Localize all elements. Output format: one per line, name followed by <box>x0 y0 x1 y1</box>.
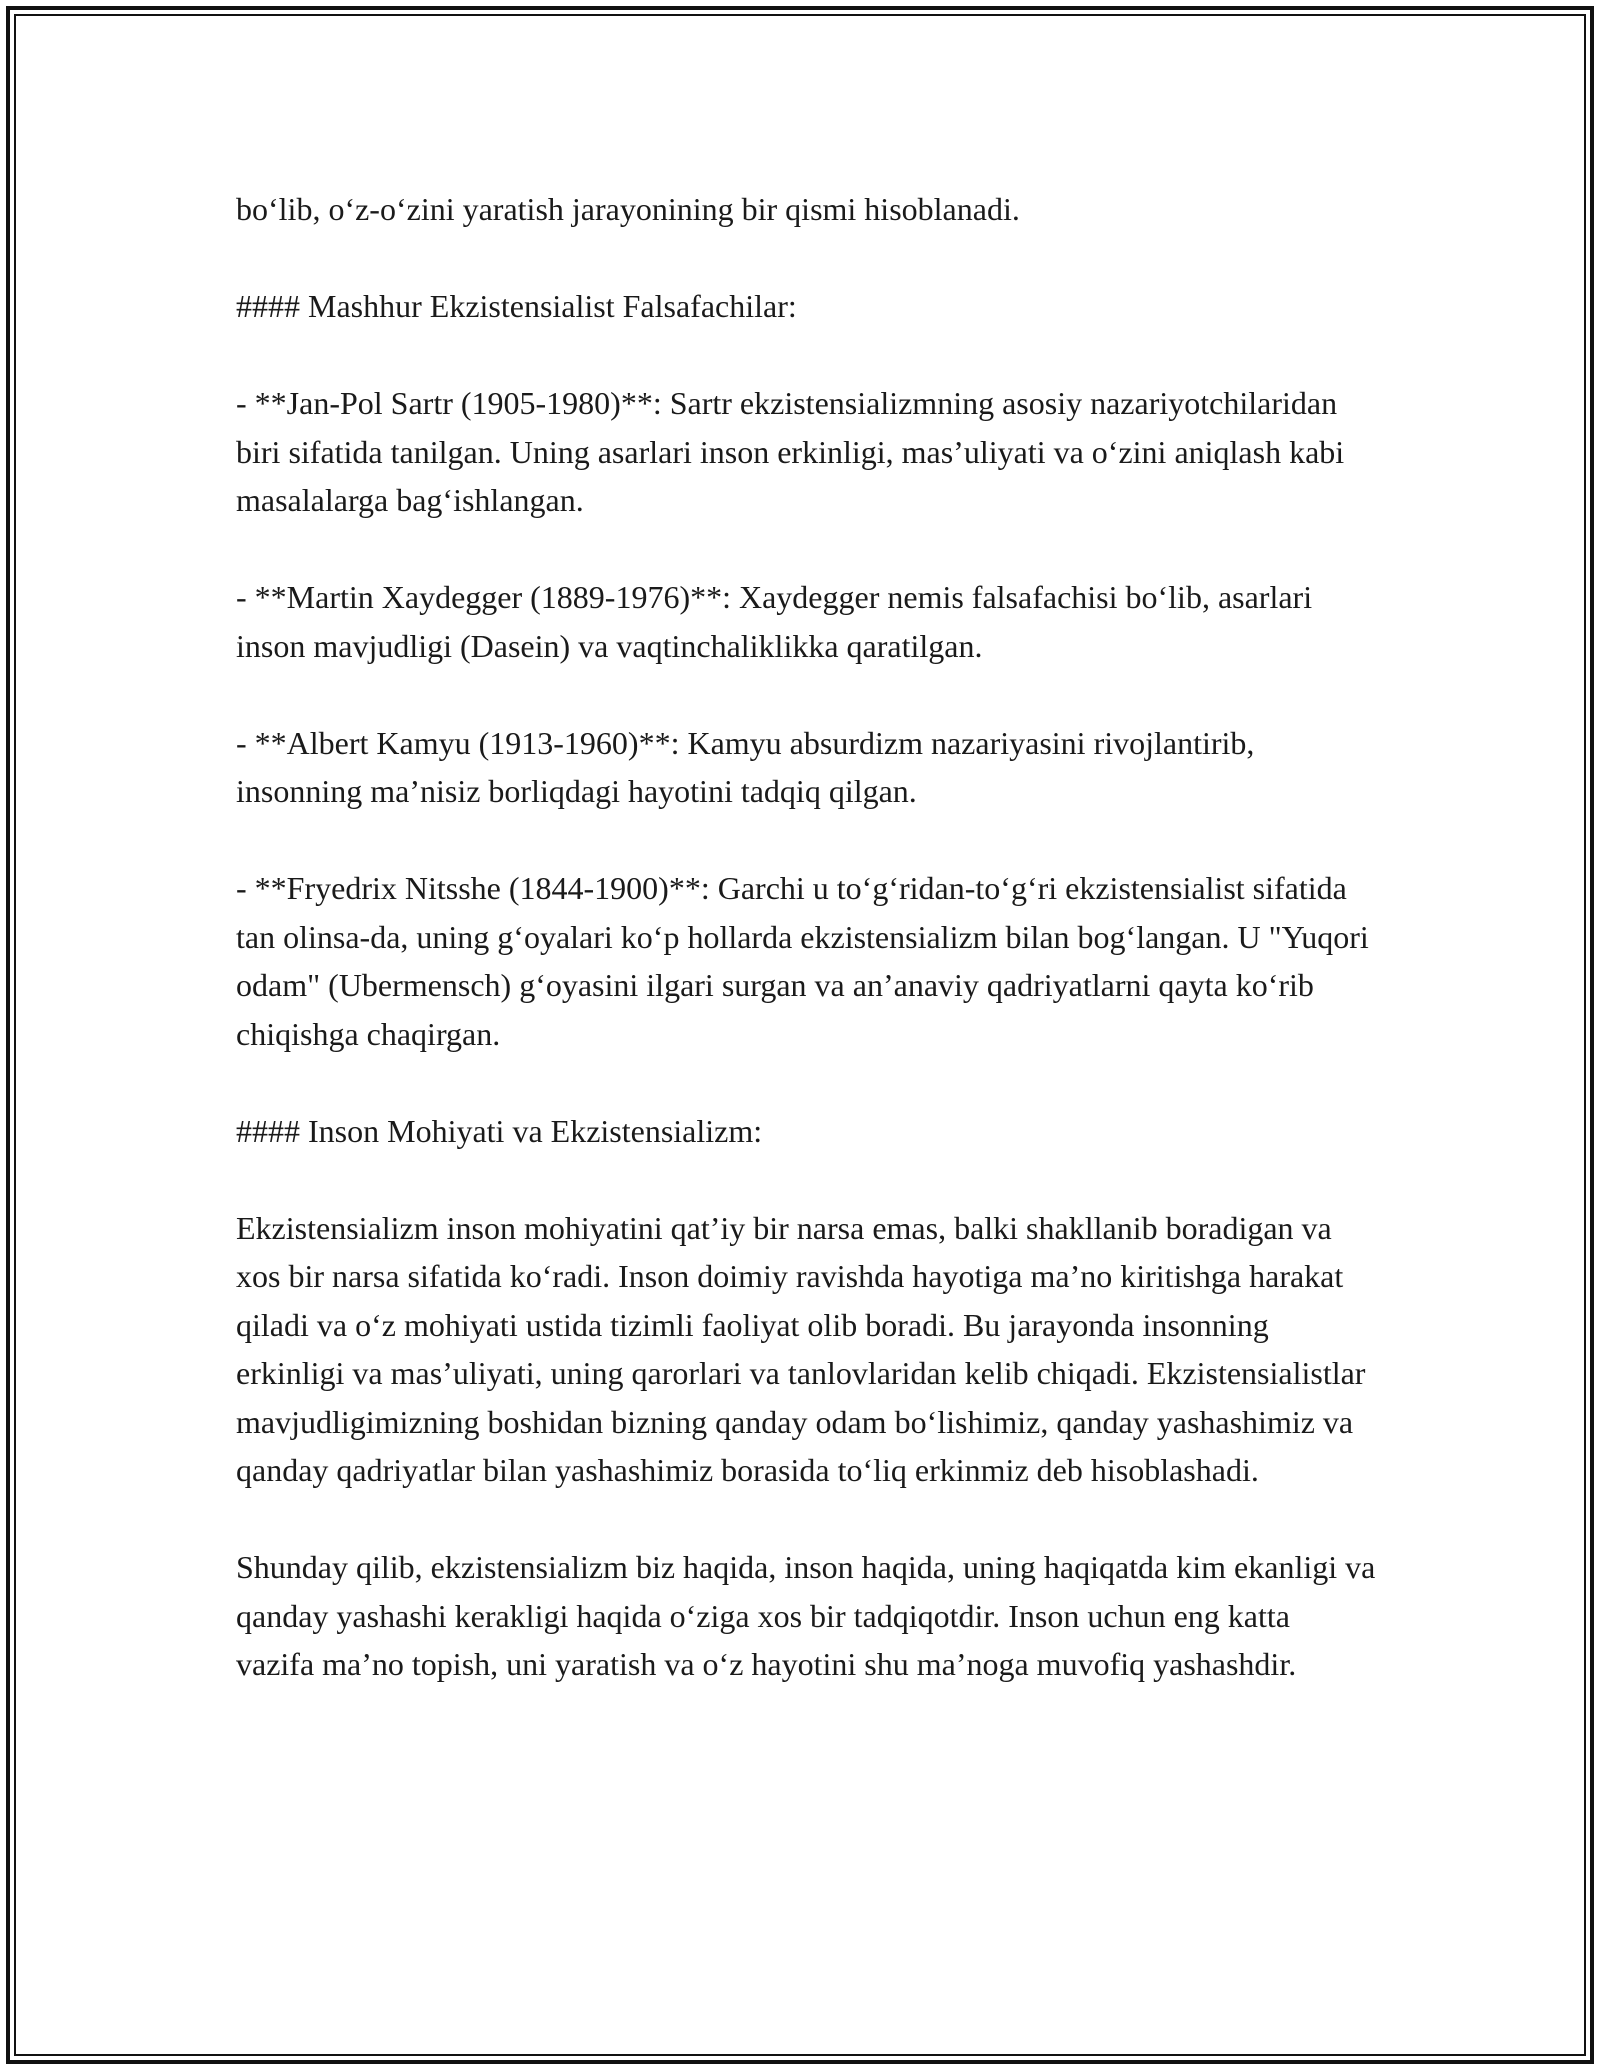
paragraph-conclusion: Shunday qilib, ekzistensializm biz haqida, inson haqida, uning haqiqatda kim ekanligi va qanday yashashi kerakligi haqida o‘ziga xos bir tadqiqotdir. Inson uchun eng katta vazifa ma’no topish, uni yaratish va o‘z hayotini shu ma’noga muvofiq yashashdir. <box>236 1549 1376 1682</box>
list-item-heidegger: - **Martin Xaydegger (1889-1976)**: Xaydegger nemis falsafachisi bo‘lib, asarlari inson mavjudligi (Dasein) va vaqtinchaliklikka qaratilgan. <box>236 579 1313 664</box>
paragraph-continuation: bo‘lib, o‘z-o‘zini yaratish jarayonining bir qismi hisoblanadi. <box>236 191 1020 227</box>
document-body <box>236 185 1376 1737</box>
list-item-sartre: - **Jan-Pol Sartr (1905-1980)**: Sartr ekzistensializmning asosiy nazariyotchilaridan biri sifatida tanilgan. Uning asarlari inson erkinligi, mas’uliyati va o‘zini aniqlash kabi masalalarga bag‘ishlangan. <box>236 385 1345 518</box>
heading-famous-philosophers: #### Mashhur Ekzistensialist Falsafachilar: <box>236 288 797 324</box>
list-item-camus: - **Albert Kamyu (1913-1960)**: Kamyu absurdizm nazariyasini rivojlantirib, insonning ma’nisiz borliqdagi hayotini tadqiq qilgan. <box>236 724 1255 809</box>
list-item-nietzsche: - **Fryedrix Nitsshe (1844-1900)**: Garchi u to‘g‘ridan-to‘g‘ri ekzistensialist sifatida tan olinsa-da, uning g‘oyalari ko‘p hollarda ekzistensializm bilan bog‘langan. U "Yuqori odam" (Ubermensch) g‘oyasini ilgari surgan va an’anaviy qadriyatlarni qayta ko‘rib chiqishga chaqirgan. <box>236 870 1369 1052</box>
heading-human-essence: #### Inson Mohiyati va Ekzistensializm: <box>236 1112 763 1149</box>
paragraph-human-essence: Ekzistensializm inson mohiyatini qat’iy bir narsa emas, balki shakllanib boradigan va xos bir narsa sifatida ko‘radi. Inson doimiy ravishda hayotiga ma’no kiritishga harakat qiladi va o‘z mohiyati ustida tizimli faoliyat olib boradi. Bu jarayonda insonning erkinligi va mas’uliyati, uning qarorlari va tanlovlaridan kelib chiqadi. Ekzistensialistlar mavjudligimizning boshidan bizning qanday odam bo‘lishimiz, qanday yashashimiz va qanday qadriyatlar bilan yashashimiz borasida to‘liq erkinmiz deb hisoblashadi. <box>236 1209 1366 1488</box>
